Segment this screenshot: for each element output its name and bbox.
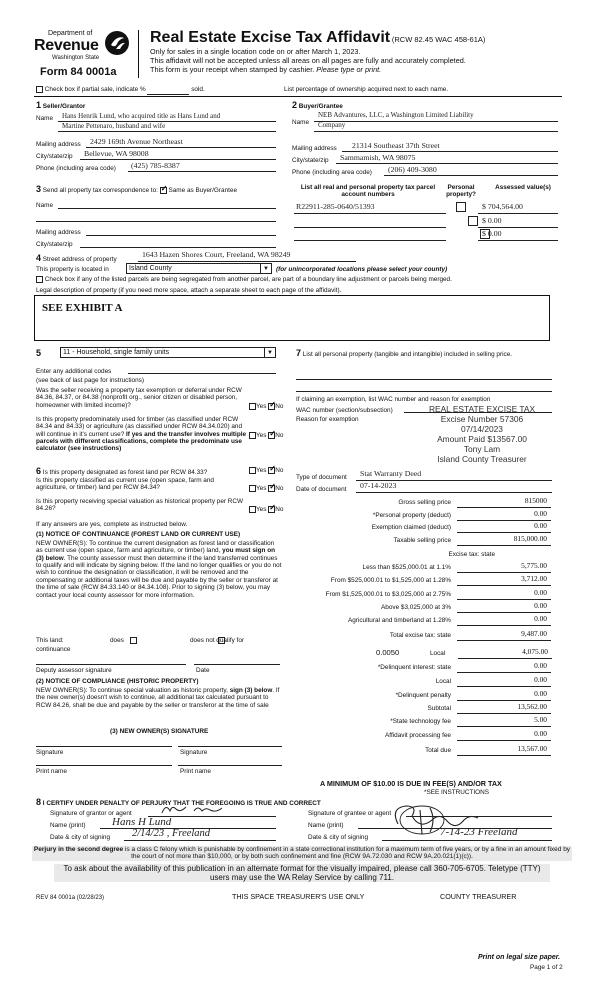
- seller-mailing-label: Mailing address: [36, 141, 81, 148]
- tax-row-label: Agricultural and timberland at 1.28%: [347, 617, 451, 624]
- tax-row: [296, 602, 551, 614]
- exemption-label: If claiming an exemption, list WAC number and reason for exemption: [296, 396, 491, 403]
- buyer-heading-text: Buyer/Grantee: [298, 103, 343, 110]
- s5-q2-no: No: [275, 432, 284, 440]
- parcel-col2: Personal property?: [446, 184, 476, 199]
- s6-q1-text: Is this property designated as forest land per RCW 84.33?: [42, 469, 208, 476]
- buyer-name-line2[interactable]: [314, 122, 558, 132]
- tax-row: [296, 562, 551, 574]
- notice1-body-a: NEW OWNER(S): To continue the current designation as forest land or classification as current use (open space, farm and agriculture, or timber) land,: [36, 540, 275, 555]
- notice1-body-c: . The county assessor must then determine if the land transferred continues to qualify and will indicate by signing below. If the land no longer qualifies or you do not wish to continue the designation or classification, it will be removed and the compensating or additional taxes will be due and payable by the seller or transferor at the time of sale (RCW 84.33.140 or 84.34.108). Prior to signing (3) below, you may contact your local county assessor for more information.: [36, 554, 282, 599]
- local-value: 4,075.00: [458, 648, 552, 659]
- notice1-body: [36, 540, 282, 599]
- tax-row: [296, 630, 551, 642]
- s5-q2-yesno: [249, 432, 283, 440]
- seller-name-2: Martine Pettenaro, husband and wife: [62, 122, 166, 130]
- does-not-label: does not qualify for: [190, 637, 244, 644]
- treasurer-stamp: [412, 404, 552, 464]
- tax-row-value[interactable]: 0.00: [457, 510, 551, 521]
- segregated-label: Check box if any of the listed parcels are being segregated from another parcel, are part of a boundary line adjustment or parcels being merged.: [44, 276, 452, 284]
- tax-row: [296, 703, 551, 715]
- section6-num: 6: [36, 466, 42, 476]
- tax-row-value[interactable]: 0.00: [457, 522, 551, 533]
- s6-q3-yesno: [249, 506, 283, 514]
- tax-row-label: *Delinquent interest: state: [377, 664, 451, 671]
- chevron-down-icon[interactable]: ▼: [264, 348, 275, 358]
- treasurer-use: THIS SPACE TREASURER'S USE ONLY: [232, 892, 365, 901]
- s5-q2-yes-checkbox[interactable]: [249, 432, 256, 439]
- tax-row-value[interactable]: 0.00: [457, 589, 551, 600]
- tax-row-value[interactable]: 0.00: [457, 602, 551, 613]
- tax-row-value[interactable]: 815000: [457, 497, 551, 508]
- wa-logo-icon: [104, 30, 130, 56]
- personal-property-checkbox-1[interactable]: [468, 216, 478, 226]
- parcel-col3: Assessed value(s): [495, 184, 551, 191]
- same-as-buyer-checkbox[interactable]: [160, 187, 167, 194]
- parcel-col1: List all real and personal property tax parcel account numbers: [300, 184, 436, 199]
- s5-q1-yesno: [249, 403, 283, 411]
- section3-mailing-line[interactable]: [86, 226, 276, 236]
- header-note3-b: Please type or print.: [316, 65, 382, 74]
- tax-row: [296, 575, 551, 587]
- personal-property-line-2[interactable]: [296, 384, 552, 392]
- stamp-line2: Excise Number 57306: [440, 414, 524, 424]
- seller-heading: [36, 100, 85, 110]
- perjury-b: is a class C felony which is punishable by confinement in a state correctional institution for a maximum term of five years, or by a fine in an amount fixed by the court of not more than $10,000, or by both such confinement and fine (RCW 9A.72.030 and RCW 9A.20.021(1)(c)).: [123, 846, 571, 861]
- buyer-num: 2: [292, 100, 298, 110]
- owner-print-label-2: Print name: [180, 768, 211, 775]
- buyer-mailing-value: 21314 Southeast 37th Street: [352, 141, 440, 150]
- owner-print-line-1[interactable]: [36, 758, 172, 766]
- tax-row: [296, 522, 551, 534]
- local-rate-row: [296, 648, 552, 660]
- seller-phone-label: Phone (including area code): [36, 165, 116, 172]
- deputy-sig-label: Deputy assessor signature: [36, 667, 112, 674]
- s5-q1-no-checkbox[interactable]: [268, 403, 275, 410]
- tax-row: [296, 690, 551, 702]
- s5-q2-a: Is this property predominately used for timber (as classified under RCW 84.34 and 84.33) or agriculture (as classified under RCW 84.34.020) and will continue in it's current use?: [36, 416, 243, 438]
- partial-sale-row: [36, 86, 556, 95]
- new-owner-sig-title: (3) NEW OWNER(S) SIGNATURE: [110, 728, 209, 735]
- tax-row-label: *State technology fee: [390, 718, 451, 725]
- s6-q1-no-checkbox[interactable]: [268, 467, 275, 474]
- this-land-row: [36, 637, 282, 645]
- tax-row-value[interactable]: 13,562.00: [457, 703, 551, 714]
- s6-q1-no: No: [275, 467, 284, 475]
- buyer-phone-label: Phone (including area code): [292, 169, 372, 176]
- stamp-line5: Tony Lam: [463, 444, 501, 454]
- assessed-value-2: $ 0.00: [482, 229, 502, 238]
- stamp-line4: Amount Paid $13567.00: [437, 434, 527, 444]
- tax-row-label: From $1,525,000.01 to $3,025,000 at 2.75%: [325, 591, 451, 598]
- local-label: Local: [430, 650, 446, 657]
- tax-row-label: Taxable selling price: [393, 537, 451, 544]
- tax-row-value[interactable]: 815,000.00: [457, 535, 551, 546]
- street-value: 1643 Hazen Shores Court, Freeland, WA 98249: [142, 250, 291, 259]
- doc-type-value: Stat Warranty Deed: [360, 469, 422, 478]
- page-number: Page 1 of 2: [530, 964, 563, 971]
- tax-row: [296, 549, 551, 561]
- s6-q1: [36, 466, 207, 476]
- legal-description-text: SEE EXHIBIT A: [42, 302, 123, 314]
- form-number: Form 84 0001a: [40, 66, 117, 78]
- notice1-body-b: you must sign on (3) below: [36, 547, 276, 562]
- s5-q2-b: If yes and the transfer involves multiple parcels with different classifications, complete the predominate use calculator (see instructions): [36, 430, 247, 453]
- personal-property-line-1[interactable]: [296, 372, 552, 380]
- stamp-line3: 07/14/2023: [461, 424, 503, 434]
- grantee-date-label: Date & city of signing: [308, 834, 369, 841]
- section3-name-label: Name: [36, 202, 54, 209]
- s5-q2-yes: Yes: [256, 432, 267, 440]
- seller-heading-text: Seller/Grantor: [42, 103, 86, 110]
- grantee-name-label: Name (print): [308, 822, 344, 829]
- notice1-title: (1) NOTICE OF CONTINUANCE (FOREST LAND OR CURRENT USE): [36, 531, 241, 538]
- owner-sig-label-1: Signature: [36, 749, 64, 756]
- section4-street-label: [36, 253, 117, 263]
- see-instructions: *SEE INSTRUCTIONS: [424, 789, 489, 796]
- s6-q3: Is this property receiving special valuation as historical property per RCW 84.26?: [36, 498, 244, 513]
- accessibility-notice: To ask about the availability of this publication in an alternate format for the visually impaired, please call 360-705-6705. Teletype (TTY) users may use the WA Relay Service by calling 711.: [54, 864, 550, 882]
- dept-line3: Washington State: [52, 55, 100, 61]
- section3-mailing-label: Mailing address: [36, 229, 81, 236]
- parcel-line-2[interactable]: [294, 231, 446, 241]
- s6-q1-yesno: [249, 467, 283, 475]
- header-note1: Only for sales in a single location code on or after March 1, 2023.: [150, 47, 361, 56]
- section3-heading: [36, 184, 237, 194]
- s6-q1-yes: Yes: [256, 467, 267, 475]
- doc-type-label: Type of document: [296, 474, 347, 481]
- minimum-note: A MINIMUM OF $10.00 IS DUE IN FEE(S) AND/OR TAX: [320, 779, 502, 788]
- section3-label-a: Send all property tax correspondence to:: [42, 187, 158, 194]
- tax-row-label: From $525,000.01 to $1,525,000 at 1.28%: [330, 577, 451, 584]
- section7-label: [296, 348, 552, 358]
- tax-row-label: Total due: [425, 747, 451, 754]
- tax-row-label: Above $3,025,000 at 3%: [381, 604, 451, 611]
- grantor-sig-label: Signature of grantor or agent: [50, 810, 132, 817]
- seller-phone-value: (425) 785-8387: [131, 161, 180, 170]
- tax-row-value[interactable]: 9,487.00: [457, 630, 551, 641]
- s5-q1-yes: Yes: [256, 403, 267, 411]
- header-note3-a: This form is your receipt when stamped by cashier.: [150, 65, 317, 74]
- tax-row: [296, 745, 551, 757]
- tax-row: [296, 497, 551, 509]
- legal-description-box[interactable]: [34, 295, 550, 341]
- county-select[interactable]: [126, 263, 272, 274]
- buyer-name-label: Name: [292, 119, 310, 126]
- section7-text: List all personal property (tangible and intangible) included in selling price.: [302, 351, 513, 358]
- tax-row-label: Affidavit processing fee: [385, 732, 451, 739]
- county-note: (for unincorporated locations please select your county): [276, 266, 448, 273]
- street-label: Street address of property: [42, 256, 117, 263]
- tax-row: [296, 716, 551, 728]
- section3-city-line[interactable]: [80, 238, 276, 248]
- tax-row-label: Exemption claimed (deduct): [371, 524, 451, 531]
- local-rate: 0.0050: [376, 648, 400, 657]
- form-title-text: Real Estate Excise Tax Affidavit: [150, 29, 391, 46]
- tax-row: [296, 510, 551, 522]
- tax-row-value[interactable]: 0.00: [457, 662, 551, 673]
- reason-label: Reason for exemption: [296, 416, 359, 423]
- this-land-label: This land:: [36, 637, 64, 645]
- legal-label: Legal description of property (if you need more space, attach a separate sheet to each page of the affidavit).: [36, 287, 342, 294]
- dept-line1: Department of: [48, 30, 93, 37]
- s6-q2-yesno: [249, 485, 283, 493]
- s6-q2-yes-checkbox[interactable]: [249, 485, 256, 492]
- codes-note: (see back of last page for instructions): [36, 377, 144, 384]
- tax-row-value[interactable]: 13,567.00: [457, 745, 551, 756]
- deputy-sig-line[interactable]: [36, 657, 186, 665]
- deputy-date-line[interactable]: [194, 657, 280, 665]
- s6-q1-yes-checkbox[interactable]: [249, 467, 256, 474]
- county-select-value: Island County: [129, 265, 172, 272]
- rev-number: REV 84 0001a (02/28/23): [36, 895, 105, 901]
- buyer-phone-value: (206) 409-3080: [388, 165, 437, 174]
- tax-row-label: Less than $525,000.01 at 1.1%: [362, 564, 451, 571]
- segregated-checkbox[interactable]: [36, 276, 43, 283]
- seller-num: 1: [36, 100, 42, 110]
- tax-row-label: *Personal property (deduct): [372, 512, 451, 519]
- tax-row-value[interactable]: 0.00: [457, 690, 551, 701]
- owner-print-line-2[interactable]: [178, 758, 282, 766]
- stamp-line1: REAL ESTATE EXCISE TAX: [428, 404, 536, 414]
- dept-line2: Revenue: [34, 37, 99, 54]
- parcel-number-0: R22911-285-0640/51393: [296, 202, 375, 211]
- wac-label: WAC number (section/subsection): [296, 407, 393, 414]
- section5-num: 5: [36, 348, 42, 358]
- s6-q2-no-checkbox[interactable]: [268, 485, 275, 492]
- codes-line[interactable]: [128, 366, 276, 374]
- form-rcw: (RCW 82.45 WAC 458-61A): [391, 35, 486, 44]
- buyer-name-1: NEB Advantures, LLC, a Washington Limited Liability: [318, 111, 474, 119]
- tax-row: [296, 615, 551, 627]
- notice2-body-c: . If the new owner(s) doesn't wish to continue, all additional tax calculated pursuant to RCW 84.26, shall be due and payable by the seller or transferor at the time of sale: [36, 687, 280, 709]
- s6-q3-yes-checkbox[interactable]: [249, 506, 256, 513]
- partial-sale-sold: sold.: [191, 86, 205, 94]
- seller-name-label: Name: [36, 115, 54, 122]
- section3-name-line[interactable]: [58, 199, 276, 209]
- legal-paper-note: Print on legal size paper.: [478, 954, 561, 961]
- notice2-body-a: NEW OWNER(S): To continue special valuation as historic property,: [36, 687, 230, 694]
- grantor-date-label: Date & city of signing: [50, 834, 111, 841]
- section3-label-b: Same as Buyer/Grantee: [168, 187, 238, 194]
- grantee-sig-label: Signature of grantee or agent: [308, 810, 392, 817]
- buyer-city-value: Sammamish, WA 98075: [340, 153, 416, 162]
- section8-heading-text: I CERTIFY UNDER PENALTY OF PERJURY THAT THE FOREGOING IS TRUE AND CORRECT: [42, 800, 321, 807]
- ownership-note: List percentage of ownership acquired next to each name.: [284, 86, 449, 93]
- assessed-value-0: $ 704,564.00: [482, 202, 523, 211]
- owner-sig-line-2[interactable]: [178, 739, 282, 747]
- section4-num: 4: [36, 253, 42, 263]
- header-note2: This affidavit will not be accepted unless all areas on all pages are fully and accurately completed.: [150, 56, 466, 65]
- top-rule: [34, 96, 562, 97]
- perjury-notice: [32, 846, 572, 861]
- partial-sale-checkbox[interactable]: [36, 86, 43, 93]
- s6-q3-no-checkbox[interactable]: [268, 506, 275, 513]
- codes-label: Enter any additional codes: [36, 368, 112, 375]
- grantee-date-value: 7-14-23 Freeland: [440, 826, 518, 838]
- tax-row-label: *Delinquent penalty: [395, 692, 451, 699]
- tax-row-label: Total excise tax: state: [389, 632, 451, 639]
- personal-property-checkbox-0[interactable]: [456, 202, 466, 212]
- tax-row: [296, 676, 551, 688]
- tax-row-label: Local: [435, 678, 451, 685]
- buyer-mailing-label: Mailing address: [292, 145, 337, 152]
- seller-name-1: Hans Henrik Lund, who acquired title as Hans Lund and: [62, 112, 221, 120]
- does-checkbox[interactable]: [130, 637, 137, 644]
- tax-row-label: Excise tax: state: [448, 551, 495, 558]
- seller-mailing-value: 2429 169th Avenue Northeast: [90, 137, 183, 146]
- doc-date-value: 07-14-2023: [360, 481, 397, 490]
- s5-q2: [36, 416, 248, 453]
- notice2-body: [36, 687, 282, 709]
- segregated-row: [36, 276, 452, 284]
- header-divider: [138, 30, 139, 78]
- tax-row: [296, 535, 551, 547]
- tax-row-value[interactable]: 5.00: [457, 716, 551, 727]
- header-note3: [150, 66, 381, 74]
- use-code-select[interactable]: [60, 347, 276, 358]
- tax-row: [296, 589, 551, 601]
- s6-q2-yes: Yes: [256, 485, 267, 493]
- seller-city-label: City/state/zip: [36, 153, 73, 160]
- s6-if-yes: If any answers are yes, complete as instructed below.: [36, 521, 188, 528]
- notice2-body-b: sign (3) below: [229, 687, 273, 694]
- stamp-line6: Island County Treasurer: [437, 454, 527, 464]
- owner-print-label-1: Print name: [36, 768, 67, 775]
- tax-row-label: Gross selling price: [398, 499, 451, 506]
- owner-sig-line-1[interactable]: [36, 739, 172, 747]
- owner-sig-label-2: Signature: [180, 749, 208, 756]
- form-title: [150, 29, 485, 47]
- perjury-a: Perjury in the second degree: [33, 846, 124, 853]
- grantor-name-value: Hans H Lund: [112, 816, 172, 828]
- s6-q2: Is this property classified as current use (open space, farm and agriculture, or timber) land per RCW 84.34?: [36, 477, 214, 492]
- s6-q3-no: No: [275, 506, 284, 514]
- tax-row-label: Subtotal: [427, 705, 451, 712]
- chevron-down-icon[interactable]: ▼: [260, 264, 271, 274]
- seller-city-value: Bellevue, WA 98008: [84, 149, 149, 158]
- s5-q1-yes-checkbox[interactable]: [249, 403, 256, 410]
- s6-q3-yes: Yes: [256, 506, 267, 514]
- grantor-date-value: 2/14/23 , Freeland: [132, 828, 211, 839]
- located-label: This property is located in: [36, 266, 109, 273]
- s5-q1-no: No: [275, 403, 284, 411]
- tax-row: [296, 662, 551, 674]
- partial-sale-label: Check box if partial sale, indicate %: [44, 86, 146, 94]
- grantor-signature-icon: [160, 801, 240, 817]
- doc-date-label: Date of document: [296, 486, 347, 493]
- buyer-name-2: Company: [318, 121, 346, 129]
- deputy-date-label: Date: [196, 667, 210, 674]
- s5-q1: Was the seller receiving a property tax exemption or deferral under RCW 84.36, 84.37, or 84.38 (nonprofit org., senior citizen or disabled person, homeowner with limited income)?: [36, 387, 242, 409]
- s6-q2-no: No: [275, 485, 284, 493]
- buyer-city-label: City/state/zip: [292, 157, 329, 164]
- tax-row-value[interactable]: 5,775.00: [457, 562, 551, 573]
- tax-row-value[interactable]: 3,712.00: [457, 575, 551, 586]
- continuance-label: continuance: [36, 646, 71, 653]
- section8-num: 8: [36, 797, 42, 807]
- section3-num: 3: [36, 184, 42, 194]
- section3-extra-line[interactable]: [36, 212, 276, 222]
- tax-row-value[interactable]: 0.00: [457, 615, 551, 626]
- parcel-line-1[interactable]: [294, 218, 446, 228]
- use-code-value: 11 - Household, single family units: [63, 349, 170, 356]
- notice2-title: (2) NOTICE OF COMPLIANCE (HISTORIC PROPERTY): [36, 678, 199, 685]
- tax-row: [296, 730, 551, 742]
- section3-city-label: City/state/zip: [36, 241, 73, 248]
- grantor-name-label: Name (print): [50, 822, 86, 829]
- does-label: does: [110, 637, 124, 644]
- s5-q2-no-checkbox[interactable]: [268, 432, 275, 439]
- tax-row-value[interactable]: 0.00: [457, 676, 551, 687]
- section7-num: 7: [296, 348, 302, 358]
- assessed-value-1: $ 0.00: [482, 216, 502, 225]
- tax-row-value[interactable]: 0.00: [457, 730, 551, 741]
- partial-sale-percent[interactable]: [147, 86, 189, 94]
- buyer-heading: [292, 100, 343, 110]
- county-treasurer: COUNTY TREASURER: [440, 892, 517, 901]
